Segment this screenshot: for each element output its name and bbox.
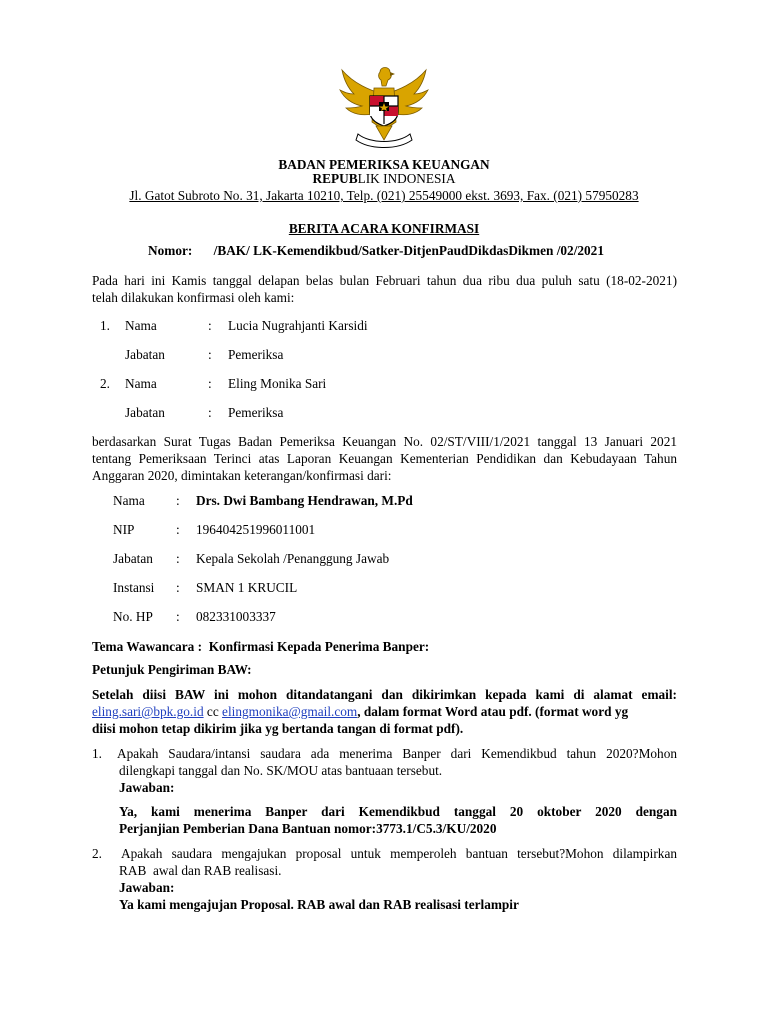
respondent-phone-row <box>0 608 768 626</box>
respondent-name: Drs. Dwi Bambang Hendrawan, M.Pd <box>196 493 413 508</box>
respondent-nip-label: NIP <box>113 522 135 537</box>
document-number <box>148 242 604 259</box>
question-1-line-2: dilengkapi tanggal dan No. SK/MOU atas bantuaan tersebut. <box>119 763 443 778</box>
examiner-2-name: Eling Monika Sari <box>228 376 327 391</box>
question-2-line-1: Apakah saudara mengajukan proposal untuk memperoleh bantuan tersebut?Mohon dilampirkan <box>121 846 677 861</box>
examiner-1-name-sep: : <box>208 318 212 333</box>
examiner-1-role-row <box>0 346 768 364</box>
question-1-line-1: Apakah Saudara/intansi saudara ada menerima Banper dari Kemendikbud tahun 2020?Mohon <box>117 746 677 761</box>
respondent-phone-label: No. HP <box>113 609 153 624</box>
examiner-2-name-sep: : <box>208 376 212 391</box>
respondent-name-row <box>0 492 768 510</box>
basis-line-1: berdasarkan Surat Tugas Badan Pemeriksa Keuangan No. 02/ST/VIII/1/2021 tanggal 13 Januari 2021 <box>92 434 677 449</box>
respondent-instansi-row <box>0 579 768 597</box>
respondent-phone: 082331003337 <box>196 609 276 624</box>
examiner-2-role-label: Jabatan <box>125 405 165 420</box>
instructions-title: Petunjuk Pengiriman BAW: <box>92 662 252 677</box>
examiner-1-role: Pemeriksa <box>228 347 284 362</box>
respondent-phone-sep: : <box>176 609 180 624</box>
basis-line-2: tentang Pemeriksaan Terinci atas Laporan Keuangan Kementerian Pendidikan dan Kebudayaan Tahun <box>92 451 677 466</box>
examiner-2-name-label: Nama <box>125 376 157 391</box>
respondent-nip: 196404251996011001 <box>196 522 316 537</box>
instructions-line-1: Setelah diisi BAW ini mohon ditandatangani dan dikirimkan kepada kami di alamat email: <box>92 687 677 702</box>
instructions-line-2 <box>92 703 677 720</box>
country-name <box>0 170 768 187</box>
examiner-1-role-sep: : <box>208 347 212 362</box>
question-1-answer-line-2: Perjanjian Pemberian Dana Bantuan nomor:3773.1/C5.3/KU/2020 <box>119 821 497 836</box>
intro-line-1: Pada hari ini Kamis tanggal delapan belas bulan Februari tahun dua ribu dua puluh satu (18-02-2021) <box>92 273 677 288</box>
nomor-value: /BAK/ LK-Kemendikbud/Satker-DitjenPaudDikdasDikmen /02/2021 <box>213 243 604 258</box>
country-name-bold: REPUB <box>312 171 358 186</box>
address: Jl. Gatot Subroto No. 31, Jakarta 10210, Telp. (021) 25549000 ekst. 3693, Fax. (021) 57950283 <box>129 188 639 203</box>
basis-line-3: Anggaran 2020, dimintakan keterangan/konfirmasi dari: <box>92 468 392 483</box>
respondent-instansi-sep: : <box>176 580 180 595</box>
email-link-primary[interactable]: eling.sari@bpk.go.id <box>92 704 204 719</box>
org-name: BADAN PEMERIKSA KEUANGAN <box>278 157 490 172</box>
examiner-2-role: Pemeriksa <box>228 405 284 420</box>
cc-text: cc <box>203 704 223 719</box>
question-2-number: 2. <box>92 846 102 861</box>
examiner-2-role-sep: : <box>208 405 212 420</box>
respondent-jabatan-sep: : <box>176 551 180 566</box>
intro-line-2: telah dilakukan konfirmasi oleh kami: <box>92 290 295 305</box>
examiner-1-name-row <box>0 317 768 335</box>
country-name-rest: LIK INDONESIA <box>357 171 456 186</box>
respondent-instansi: SMAN 1 KRUCIL <box>196 580 298 595</box>
question-2-answer-label: Jawaban: <box>119 880 175 895</box>
respondent-instansi-label: Instansi <box>113 580 155 595</box>
nomor-label: Nomor: <box>148 243 193 258</box>
garuda-emblem-icon <box>334 64 434 154</box>
respondent-nip-row <box>0 521 768 539</box>
respondent-nip-sep: : <box>176 522 180 537</box>
instructions-line-2-rest: , dalam format Word atau pdf. (format word yg <box>357 704 629 719</box>
examiner-2-name-row <box>0 375 768 393</box>
examiner-1-name-label: Nama <box>125 318 157 333</box>
respondent-jabatan-row <box>0 550 768 568</box>
question-1-answer-line-1: Ya, kami menerima Banper dari Kemendikbud tanggal 20 oktober 2020 dengan <box>119 804 677 819</box>
respondent-name-label: Nama <box>113 493 145 508</box>
instructions-line-3: diisi mohon tetap dikirim jika yg bertanda tangan di format pdf). <box>92 721 464 736</box>
respondent-jabatan-label: Jabatan <box>113 551 153 566</box>
respondent-jabatan: Kepala Sekolah /Penanggung Jawab <box>196 551 390 566</box>
question-2-answer-line-1: Ya kami mengajujan Proposal. RAB awal dan RAB realisasi terlampir <box>119 897 519 912</box>
interview-theme: Tema Wawancara : Konfirmasi Kepada Penerima Banper: <box>92 639 430 654</box>
examiner-1-name: Lucia Nugrahjanti Karsidi <box>228 318 368 333</box>
document-title: BERITA ACARA KONFIRMASI <box>288 221 480 236</box>
question-1-number: 1. <box>92 746 102 761</box>
examiner-1-role-label: Jabatan <box>125 347 165 362</box>
examiner-2-role-row <box>0 404 768 422</box>
question-1-answer-label: Jawaban: <box>119 780 175 795</box>
respondent-name-sep: : <box>176 493 180 508</box>
email-link-secondary[interactable]: elingmonika@gmail.com <box>222 704 358 719</box>
examiner-2-number: 2. <box>100 376 110 391</box>
examiner-1-number: 1. <box>100 318 110 333</box>
question-2-line-2: RAB awal dan RAB realisasi. <box>119 863 282 878</box>
